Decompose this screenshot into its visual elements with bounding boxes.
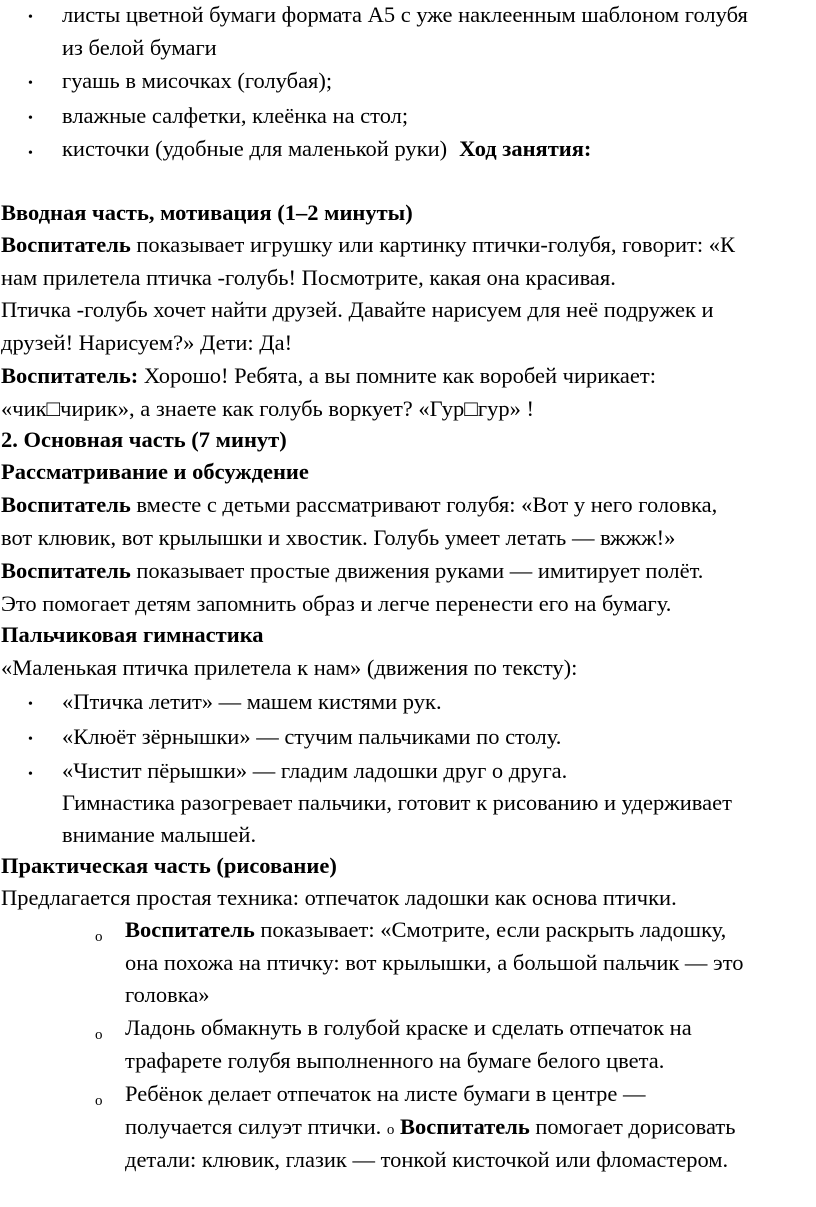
practice-step-3-speaker: Воспитатель bbox=[400, 1114, 530, 1139]
bullet-icon: • bbox=[28, 111, 33, 126]
main-p1-speaker: Воспитатель bbox=[1, 492, 131, 517]
gymnastics-note-line-1: Гимнастика разогревает пальчики, готовит к рисованию и удерживает bbox=[62, 790, 732, 815]
materials-item-2: гуашь в мисочках (голубая); bbox=[62, 68, 333, 93]
intro-p1-line-1-text: показывает игрушку или картинку птички-голубя, говорит: «К bbox=[130, 232, 736, 257]
main-p2-line-1 bbox=[1, 555, 703, 587]
main-p1-line-1 bbox=[1, 489, 717, 521]
bullet-icon: • bbox=[28, 76, 33, 91]
intro-p2-speaker: Воспитатель: bbox=[1, 363, 139, 388]
practice-step-1-speaker: Воспитатель bbox=[125, 917, 255, 942]
circle-bullet-icon: o bbox=[386, 1122, 395, 1138]
bullet-icon: • bbox=[28, 732, 33, 747]
gymnastics-heading: Пальчиковая гимнастика bbox=[1, 622, 264, 647]
intro-p1-line-1 bbox=[1, 229, 735, 261]
intro-p1-line-4: друзей! Нарисуем?» Дети: Да! bbox=[1, 330, 293, 355]
practice-heading: Практическая часть (рисование) bbox=[1, 853, 337, 878]
practice-step-1-line-1-text: показывает: «Смотрите, если раскрыть ладошку, bbox=[254, 917, 727, 942]
main-p1-line-2: вот клювик, вот крылышки и хвостик. Голубь умеет летать — вжжж!» bbox=[1, 525, 676, 550]
materials-item-4 bbox=[62, 133, 591, 165]
course-heading: Ход занятия: bbox=[459, 136, 592, 161]
intro-p1-line-3: Птичка -голубь хочет найти друзей. Давайте нарисуем для неё подружек и bbox=[1, 297, 714, 322]
circle-bullet-icon: o bbox=[95, 1027, 103, 1043]
intro-p1-line-2: нам прилетела птичка -голубь! Посмотрите, какая она красивая. bbox=[1, 265, 616, 290]
practice-step-3-line-2-rest: помогает дорисовать bbox=[529, 1114, 736, 1139]
materials-item-1-line-1: листы цветной бумаги формата А5 с уже наклеенным шаблоном голубя bbox=[62, 2, 748, 27]
bullet-icon: • bbox=[28, 767, 33, 782]
practice-step-3-line-2 bbox=[125, 1111, 735, 1147]
bullet-icon: • bbox=[28, 10, 33, 25]
practice-step-1-line-1 bbox=[125, 914, 726, 946]
practice-step-1-line-3: головка» bbox=[125, 982, 210, 1007]
intro-p2-line-2: «чик□чирик», а знаете как голубь воркует? «Гур□гур» ! bbox=[1, 396, 534, 421]
materials-item-3: влажные салфетки, клеёнка на стол; bbox=[62, 103, 409, 128]
practice-step-3-line-1: Ребёнок делает отпечаток на листе бумаги в центре — bbox=[125, 1081, 646, 1106]
intro-p2-line-1-text: Хорошо! Ребята, а вы помните как воробей чирикает: bbox=[138, 363, 656, 388]
bullet-icon: • bbox=[28, 697, 33, 712]
gymnastics-item-1: «Птичка летит» — машем кистями рук. bbox=[62, 689, 442, 714]
practice-step-3-line-3: детали: клювик, глазик — тонкой кисточкой или фломастером. bbox=[125, 1147, 729, 1172]
main-heading: 2. Основная часть (7 минут) bbox=[1, 427, 287, 452]
circle-bullet-icon: o bbox=[95, 929, 103, 945]
gymnastics-intro: «Маленькая птичка прилетела к нам» (движения по тексту): bbox=[1, 655, 578, 680]
main-subheading: Рассматривание и обсуждение bbox=[1, 459, 309, 484]
intro-p1-speaker: Воспитатель bbox=[1, 232, 131, 257]
main-p1-line-1-text: вместе с детьми рассматривают голубя: «Вот у него головка, bbox=[130, 492, 718, 517]
circle-bullet-icon: o bbox=[95, 1093, 103, 1109]
practice-step-2-line-2: трафарете голубя выполненного на бумаге белого цвета. bbox=[125, 1048, 665, 1073]
practice-step-2-line-1: Ладонь обмакнуть в голубой краске и сделать отпечаток на bbox=[125, 1015, 692, 1040]
gymnastics-item-3: «Чистит пёрышки» — гладим ладошки друг о друга. bbox=[62, 758, 568, 783]
main-p2-speaker: Воспитатель bbox=[1, 558, 131, 583]
practice-step-1-line-2: она похожа на птичку: вот крылышки, а большой пальчик — это bbox=[125, 950, 744, 975]
main-p2-line-2: Это помогает детям запомнить образ и легче перенести его на бумагу. bbox=[1, 591, 672, 616]
practice-intro: Предлагается простая техника: отпечаток ладошки как основа птички. bbox=[1, 885, 677, 910]
bullet-icon: • bbox=[28, 146, 33, 161]
main-p2-line-1-text: показывает простые движения руками — имитирует полёт. bbox=[130, 558, 704, 583]
materials-item-1-line-2: из белой бумаги bbox=[62, 35, 217, 60]
gymnastics-item-2: «Клюёт зёрнышки» — стучим пальчиками по столу. bbox=[62, 724, 562, 749]
intro-p2-line-1 bbox=[1, 360, 656, 392]
materials-item-4-text: кисточки (удобные для маленькой руки) bbox=[62, 136, 448, 161]
practice-step-3-line-2-text: получается силуэт птички. bbox=[125, 1114, 387, 1139]
gymnastics-note-line-2: внимание малышей. bbox=[62, 822, 257, 847]
intro-heading: Вводная часть, мотивация (1–2 минуты) bbox=[1, 200, 413, 225]
